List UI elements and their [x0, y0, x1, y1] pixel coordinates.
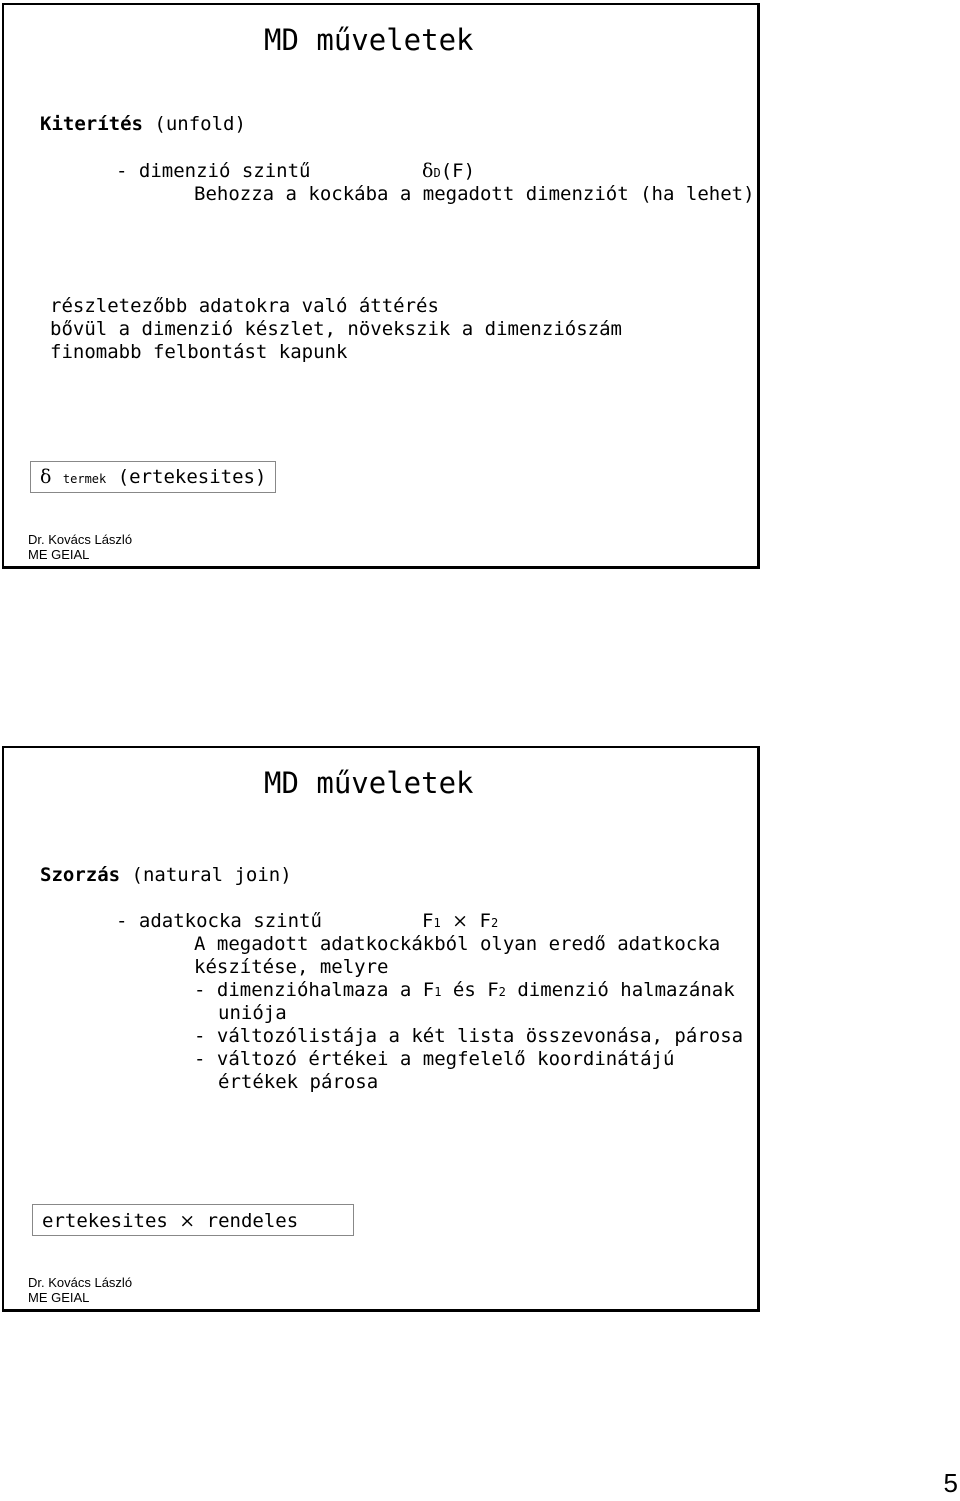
desc-line-3: finomabb felbontást kapunk [50, 341, 348, 363]
example-left: ertekesites [42, 1210, 168, 1232]
footer-author: Dr. Kovács László [28, 532, 133, 547]
bullet-1-continuation: uniója [218, 1002, 287, 1024]
times-symbol: × [179, 1210, 196, 1232]
formula-subscript: D [433, 166, 441, 180]
footer-org: ME GEIAL [28, 547, 90, 562]
footer [28, 532, 132, 562]
heading-bold: Szorzás [40, 864, 121, 886]
operation-formula [422, 160, 475, 182]
slide-title: MD műveletek [264, 766, 474, 800]
f1-symbol: F [422, 910, 434, 932]
f2-subscript: 2 [490, 916, 499, 930]
bullet-3: - változó értékei a megfelelő koordinátájú [194, 1048, 675, 1070]
heading-bold: Kiterítés [40, 113, 143, 135]
example-expression [42, 1210, 298, 1232]
f2-symbol: F [479, 910, 491, 932]
footer-author: Dr. Kovács László [28, 1275, 133, 1290]
bullet-1-sub1: 1 [434, 985, 442, 999]
bullet-1-post: dimenzió halmazának [505, 979, 735, 1001]
example-right: rendeles [206, 1210, 299, 1232]
bullet-3-continuation: értékek párosa [218, 1071, 379, 1093]
slide-title: MD műveletek [264, 23, 474, 57]
bullet-1-pre: - dimenzióhalmaza a F [194, 979, 435, 1001]
operation-level: - dimenzió szintű [116, 160, 311, 182]
example-subscript: termek [62, 472, 107, 486]
desc-line-1: A megadott adatkockákból olyan eredő adatkocka [194, 933, 721, 955]
bullet-1-sub2: 2 [498, 985, 506, 999]
section-heading [40, 864, 292, 886]
slide-1 [2, 3, 760, 569]
desc-line-2: készítése, melyre [194, 956, 389, 978]
example-expression [40, 466, 266, 488]
delta-symbol: δ [40, 466, 52, 488]
operation-level: - adatkocka szintű [116, 910, 322, 932]
example-arg: (ertekesites) [117, 466, 267, 488]
footer [28, 1275, 132, 1305]
f1-subscript: 1 [433, 916, 441, 930]
desc-line-1: részletezőbb adatokra való áttérés [50, 295, 439, 317]
bullet-1-mid: és F [441, 979, 499, 1001]
delta-symbol: δ [422, 160, 434, 182]
heading-rest: (natural join) [120, 864, 292, 886]
operation-description: Behozza a kockába a megadott dimenziót (ha lehet) [194, 183, 755, 205]
desc-line-2: bővül a dimenzió készlet, növekszik a dimenziószám [50, 318, 622, 340]
slide-2 [2, 746, 760, 1312]
page-number: 5 [943, 1468, 958, 1498]
section-heading [40, 113, 246, 135]
operation-formula [422, 910, 498, 932]
formula-arg: (F) [440, 160, 476, 182]
heading-rest: (unfold) [142, 113, 246, 135]
bullet-2: - változólistája a két lista összevonása, párosa [194, 1025, 744, 1047]
times-symbol: × [452, 910, 469, 932]
bullet-1 [194, 979, 735, 1001]
footer-org: ME GEIAL [28, 1290, 90, 1305]
